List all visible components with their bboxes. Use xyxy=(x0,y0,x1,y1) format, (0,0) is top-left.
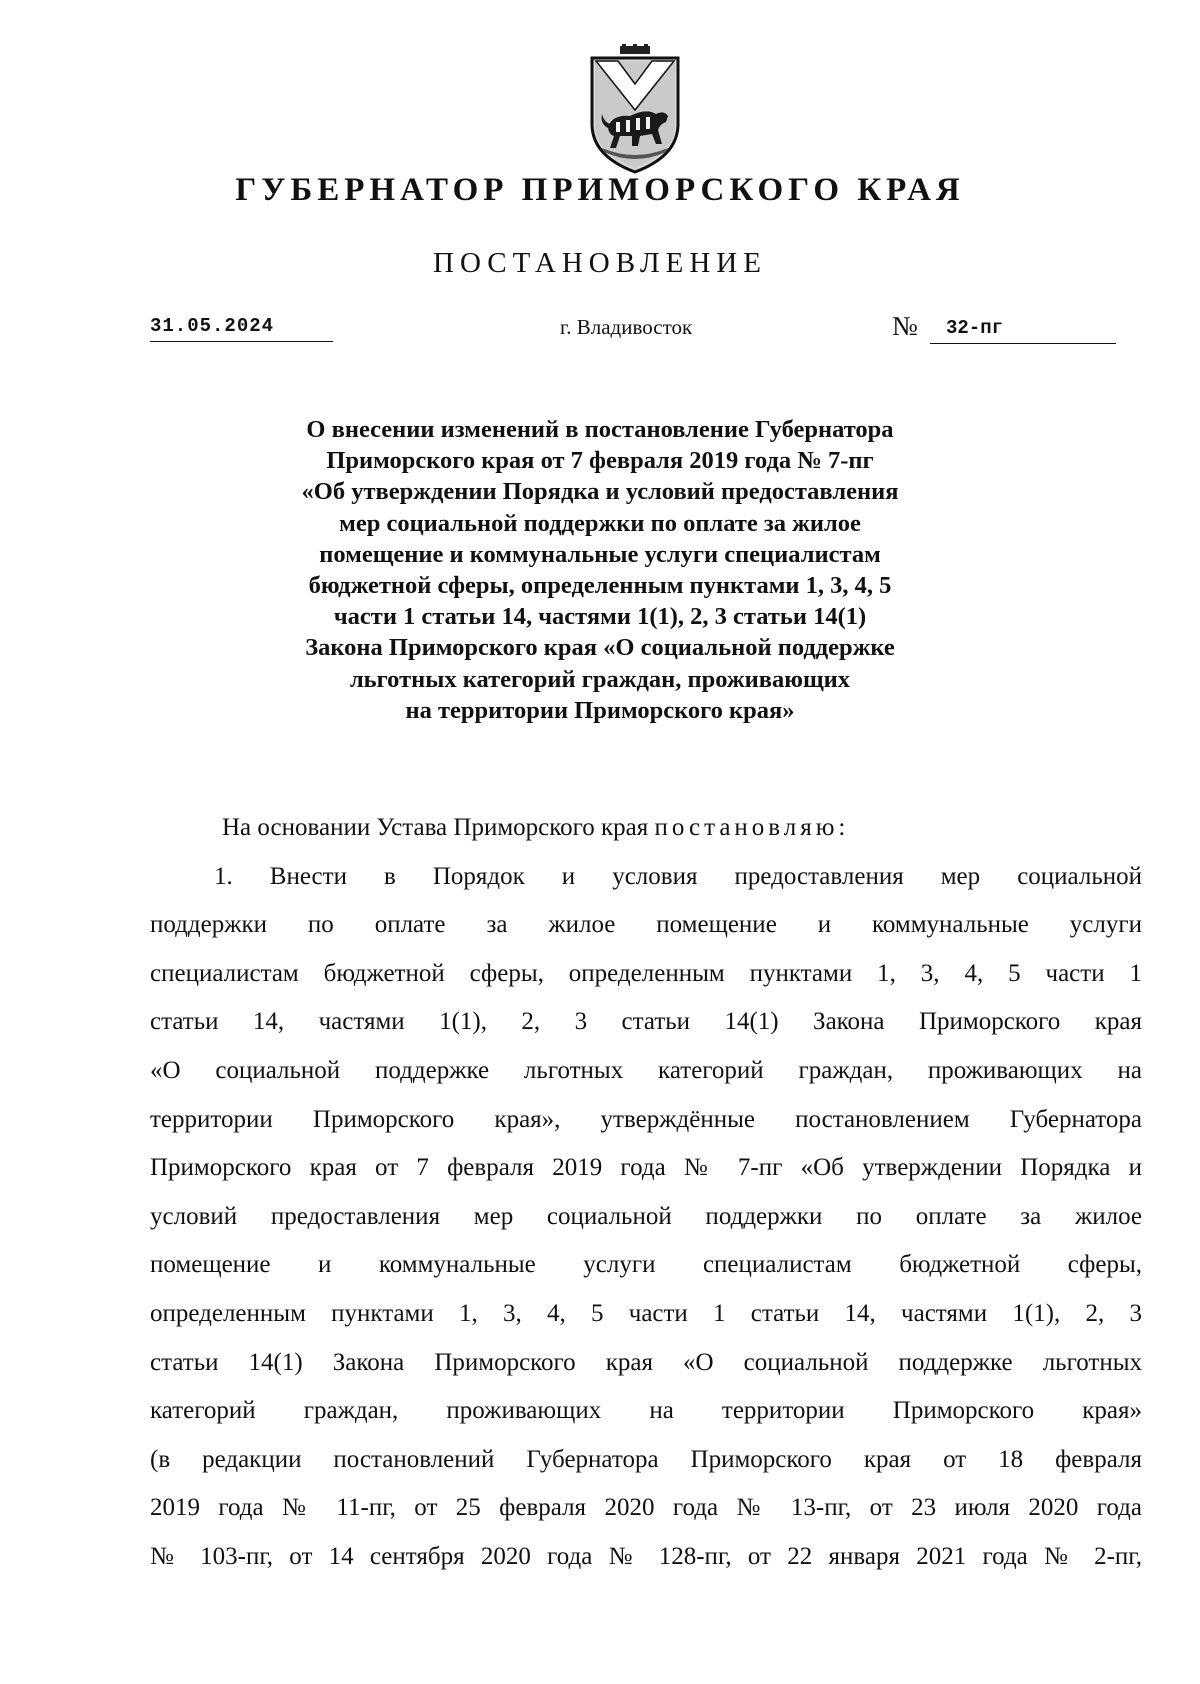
title-line: Закона Приморского края «О социальной поддержке xyxy=(305,634,895,662)
paragraph-line: поддержки по оплате за жилое помещение и коммунальные услуги xyxy=(150,911,1142,939)
paragraph-line: статьи 14(1) Закона Приморского края «О социальной поддержке льготных xyxy=(150,1348,1142,1376)
number-sign: № xyxy=(892,311,918,341)
title-line: О внесении изменений в постановление Губернатора xyxy=(306,416,894,443)
authority-heading: ГУБЕРНАТОР ПРИМОРСКОГО КРАЯ xyxy=(235,172,965,208)
paragraph-line: (в редакции постановлений Губернатора Приморского края от 18 февраля xyxy=(150,1445,1142,1473)
document-body xyxy=(150,804,1142,1582)
paragraph-line: специалистам бюджетной сферы, определенным пунктами 1, 3, 4, 5 части 1 xyxy=(150,959,1142,987)
title-line: бюджетной сферы, определенным пунктами 1, 3, 4, 5 xyxy=(308,572,892,600)
paragraph-line: помещение и коммунальные услуги специалистам бюджетной сферы, xyxy=(150,1251,1142,1279)
title-line: льготных категорий граждан, проживающих xyxy=(349,665,851,693)
paragraph-line: категорий граждан, проживающих на территории Приморского края» xyxy=(150,1397,1142,1425)
paragraph-line: статьи 14, частями 1(1), 2, 3 статьи 14(1) Закона Приморского края xyxy=(150,1008,1142,1036)
title-line: помещение и коммунальные услуги специалистам xyxy=(319,540,881,568)
document-meta-row xyxy=(0,313,1200,353)
paragraph-line: условий предоставления мер социальной поддержки по оплате за жилое xyxy=(150,1202,1142,1230)
title-line: на территории Приморского края» xyxy=(405,696,795,724)
paragraph-line: 2019 года № 11-пг, от 25 февраля 2020 года № 13-пг, от 23 июля 2020 года xyxy=(150,1494,1142,1522)
paragraph-line: 1. Внести в Порядок и условия предоставления мер социальной xyxy=(214,862,1142,890)
intro-resolution-word: постановляю: xyxy=(654,814,850,841)
coat-of-arms-icon xyxy=(586,44,684,176)
paragraph-line: определенным пунктами 1, 3, 4, 5 части 1 статьи 14, частями 1(1), 2, 3 xyxy=(150,1299,1142,1327)
number-value: 32-пг xyxy=(930,315,1116,344)
document-date: 31.05.2024 xyxy=(150,313,333,342)
paragraph-line: Приморского края от 7 февраля 2019 года № 7-пг «Об утверждении Порядка и xyxy=(150,1154,1142,1182)
document-title xyxy=(150,414,1050,726)
paragraph-line: № 103-пг, от 14 сентября 2020 года № 128-пг, от 22 января 2021 года № 2-пг, xyxy=(150,1542,1142,1570)
title-line: части 1 статьи 14, частями 1(1), 2, 3 статьи 14(1) xyxy=(333,603,867,631)
title-line: мер социальной поддержки по оплате за жилое xyxy=(339,509,861,537)
paragraph-line: территории Приморского края», утверждённые постановлением Губернатора xyxy=(150,1105,1142,1133)
paragraph-line: «О социальной поддержке льготных категорий граждан, проживающих на xyxy=(150,1056,1142,1084)
title-line: «Об утверждении Порядка и условий предоставления xyxy=(301,478,899,506)
intro-paragraph xyxy=(150,804,1142,853)
document-number xyxy=(892,313,1116,345)
document-type-heading: ПОСТАНОВЛЕНИЕ xyxy=(433,247,767,279)
paragraph-1 xyxy=(150,853,1142,1582)
title-line: Приморского края от 7 февраля 2019 года № 7-пг xyxy=(326,447,874,475)
intro-text: На основании Устава Приморского края xyxy=(222,814,655,841)
document-city: г. Владивосток xyxy=(560,315,693,339)
